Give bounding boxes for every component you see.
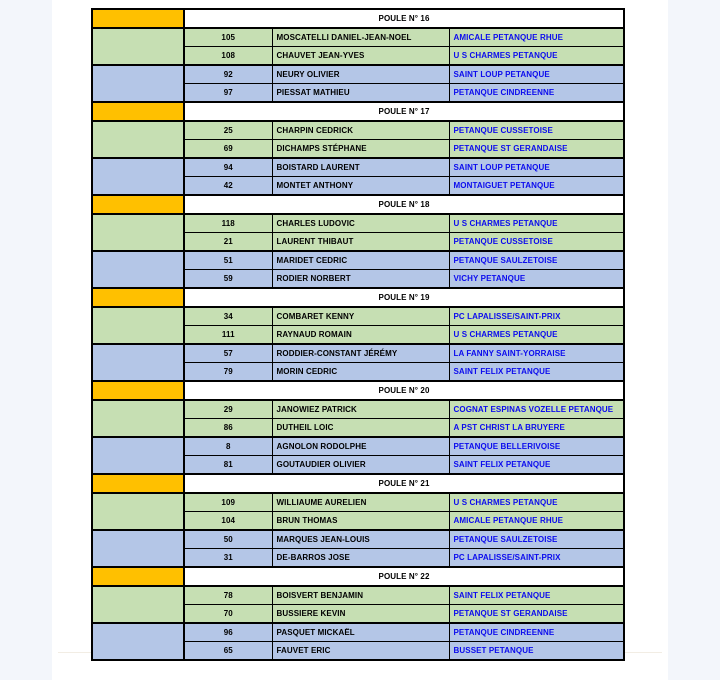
player-name: CHAUVET JEAN-YVES (272, 47, 449, 66)
player-club: MONTAIGUET PETANQUE (449, 177, 624, 196)
player-row (92, 586, 624, 605)
player-name: RODDIER-CONSTANT JÉRÉMY (272, 344, 449, 363)
pool-marker-cell (92, 567, 184, 586)
player-club: PETANQUE CINDREENNE (449, 623, 624, 642)
player-club: U S CHARMES PETANQUE (449, 47, 624, 66)
player-club: PC LAPALISSE/SAINT-PRIX (449, 549, 624, 568)
player-name: RODIER NORBERT (272, 270, 449, 289)
player-number: 21 (184, 233, 272, 252)
player-name: PASQUET MICKAËL (272, 623, 449, 642)
player-name: AGNOLON RODOLPHE (272, 437, 449, 456)
player-row (92, 623, 624, 642)
player-row (92, 437, 624, 456)
pool-header-row (92, 474, 624, 493)
player-club: PETANQUE SAULZETOISE (449, 251, 624, 270)
player-name: DUTHEIL LOIC (272, 419, 449, 438)
player-name: NEURY OLIVIER (272, 65, 449, 84)
team-color-cell-green (92, 586, 184, 623)
player-number: 111 (184, 326, 272, 345)
player-number: 104 (184, 512, 272, 531)
pool-marker-cell (92, 102, 184, 121)
player-number: 57 (184, 344, 272, 363)
player-name: RAYNAUD ROMAIN (272, 326, 449, 345)
team-color-cell-green (92, 400, 184, 437)
player-club: SAINT LOUP PETANQUE (449, 65, 624, 84)
team-color-cell-green (92, 493, 184, 530)
player-name: LAURENT THIBAUT (272, 233, 449, 252)
player-name: DE-BARROS JOSE (272, 549, 449, 568)
player-name: PIESSAT MATHIEU (272, 84, 449, 103)
player-name: MARIDET CEDRIC (272, 251, 449, 270)
team-color-cell-blue (92, 530, 184, 567)
team-color-cell-blue (92, 251, 184, 288)
player-number: 8 (184, 437, 272, 456)
player-row (92, 307, 624, 326)
pool-title: POULE N° 20 (184, 381, 624, 400)
pool-marker-cell (92, 195, 184, 214)
player-club: COGNAT ESPINAS VOZELLE PETANQUE (449, 400, 624, 419)
player-number: 69 (184, 140, 272, 159)
player-number: 34 (184, 307, 272, 326)
player-club: VICHY PETANQUE (449, 270, 624, 289)
player-number: 108 (184, 47, 272, 66)
player-club: PETANQUE ST GERANDAISE (449, 605, 624, 624)
player-number: 42 (184, 177, 272, 196)
team-color-cell-green (92, 307, 184, 344)
player-name: FAUVET ERIC (272, 642, 449, 661)
player-number: 94 (184, 158, 272, 177)
player-club: PETANQUE SAULZETOISE (449, 530, 624, 549)
pool-title: POULE N° 19 (184, 288, 624, 307)
player-name: MOSCATELLI DANIEL-JEAN-NOEL (272, 28, 449, 47)
player-name: WILLIAUME AURELIEN (272, 493, 449, 512)
player-row (92, 493, 624, 512)
team-color-cell-blue (92, 65, 184, 102)
player-number: 31 (184, 549, 272, 568)
pool-header-row (92, 102, 624, 121)
player-row (92, 214, 624, 233)
player-name: BOISTARD LAURENT (272, 158, 449, 177)
player-name: CHARPIN CEDRICK (272, 121, 449, 140)
player-number: 78 (184, 586, 272, 605)
player-number: 70 (184, 605, 272, 624)
pool-title: POULE N° 18 (184, 195, 624, 214)
team-color-cell-green (92, 121, 184, 158)
player-number: 59 (184, 270, 272, 289)
player-club: PETANQUE CUSSETOISE (449, 121, 624, 140)
player-club: PETANQUE CUSSETOISE (449, 233, 624, 252)
pool-title: POULE N° 17 (184, 102, 624, 121)
player-club: AMICALE PETANQUE RHUE (449, 512, 624, 531)
player-row (92, 121, 624, 140)
player-number: 109 (184, 493, 272, 512)
player-club: AMICALE PETANQUE RHUE (449, 28, 624, 47)
player-row (92, 530, 624, 549)
player-row (92, 28, 624, 47)
player-row (92, 251, 624, 270)
player-name: BUSSIERE KEVIN (272, 605, 449, 624)
team-color-cell-blue (92, 344, 184, 381)
team-color-cell-blue (92, 623, 184, 660)
player-name: BOISVERT BENJAMIN (272, 586, 449, 605)
player-club: U S CHARMES PETANQUE (449, 214, 624, 233)
team-color-cell-blue (92, 158, 184, 195)
player-row (92, 400, 624, 419)
player-name: MONTET ANTHONY (272, 177, 449, 196)
player-club: PETANQUE ST GERANDAISE (449, 140, 624, 159)
pools-table (91, 8, 625, 661)
pool-marker-cell (92, 288, 184, 307)
player-club: PETANQUE BELLERIVOISE (449, 437, 624, 456)
player-number: 81 (184, 456, 272, 475)
player-name: MARQUES JEAN-LOUIS (272, 530, 449, 549)
pools-table-body (92, 9, 624, 660)
pool-header-row (92, 381, 624, 400)
player-number: 86 (184, 419, 272, 438)
player-row (92, 158, 624, 177)
player-club: SAINT FELIX PETANQUE (449, 456, 624, 475)
player-name: BRUN THOMAS (272, 512, 449, 531)
player-row (92, 65, 624, 84)
pool-header-row (92, 195, 624, 214)
pool-header-row (92, 9, 624, 28)
pool-marker-cell (92, 9, 184, 28)
player-number: 92 (184, 65, 272, 84)
player-name: CHARLES LUDOVIC (272, 214, 449, 233)
pool-header-row (92, 288, 624, 307)
player-club: SAINT FELIX PETANQUE (449, 586, 624, 605)
pool-title: POULE N° 16 (184, 9, 624, 28)
player-name: JANOWIEZ PATRICK (272, 400, 449, 419)
player-club: SAINT LOUP PETANQUE (449, 158, 624, 177)
player-club: U S CHARMES PETANQUE (449, 493, 624, 512)
player-number: 96 (184, 623, 272, 642)
player-name: GOUTAUDIER OLIVIER (272, 456, 449, 475)
player-club: PC LAPALISSE/SAINT-PRIX (449, 307, 624, 326)
player-club: LA FANNY SAINT-YORRAISE (449, 344, 624, 363)
player-number: 65 (184, 642, 272, 661)
player-name: COMBARET KENNY (272, 307, 449, 326)
player-number: 118 (184, 214, 272, 233)
player-club: SAINT FELIX PETANQUE (449, 363, 624, 382)
player-club: U S CHARMES PETANQUE (449, 326, 624, 345)
player-number: 97 (184, 84, 272, 103)
player-number: 79 (184, 363, 272, 382)
pool-header-row (92, 567, 624, 586)
player-club: BUSSET PETANQUE (449, 642, 624, 661)
team-color-cell-blue (92, 437, 184, 474)
player-row (92, 344, 624, 363)
player-number: 51 (184, 251, 272, 270)
player-number: 50 (184, 530, 272, 549)
player-name: MORIN CEDRIC (272, 363, 449, 382)
pool-marker-cell (92, 381, 184, 400)
team-color-cell-green (92, 214, 184, 251)
player-club: A PST CHRIST LA BRUYERE (449, 419, 624, 438)
pool-title: POULE N° 21 (184, 474, 624, 493)
pool-marker-cell (92, 474, 184, 493)
player-name: DICHAMPS STÉPHANE (272, 140, 449, 159)
pool-title: POULE N° 22 (184, 567, 624, 586)
player-club: PETANQUE CINDREENNE (449, 84, 624, 103)
player-number: 25 (184, 121, 272, 140)
player-number: 105 (184, 28, 272, 47)
player-number: 29 (184, 400, 272, 419)
team-color-cell-green (92, 28, 184, 65)
